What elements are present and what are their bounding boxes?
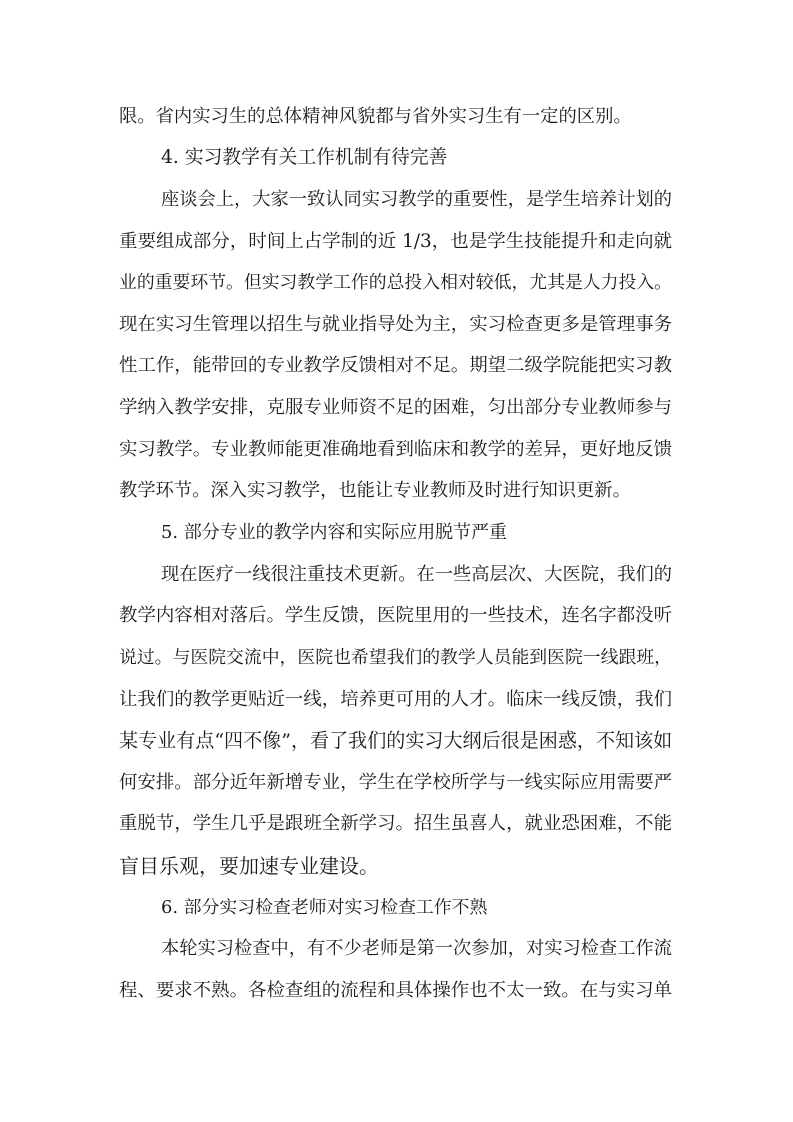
paragraph-line [0, 222, 793, 262]
line-text: 重要组成部分，时间上占学制的近 1/3，也是学生技能提升和走向就 [119, 231, 672, 252]
line-text: 学纳入教学安排，克服专业师资不足的困难，匀出部分专业教师参与 [119, 397, 672, 418]
paragraph-line [0, 804, 793, 844]
paragraph-line [0, 430, 793, 470]
paragraph-line [0, 638, 793, 678]
line-text: 现在实习生管理以招生与就业指导处为主，实习检查更多是管理事务 [119, 314, 672, 335]
line-text: 性工作，能带回的专业教学反馈相对不足。期望二级学院能把实习教 [119, 355, 672, 376]
line-text: 程、要求不熟。各检查组的流程和具体操作也不太一致。在与实习单 [119, 980, 672, 1001]
paragraph-line [0, 471, 793, 511]
paragraph-line [0, 346, 793, 386]
section-heading-5 [0, 513, 793, 553]
paragraph-line [0, 846, 793, 886]
section-heading-6 [0, 888, 793, 928]
line-text: 教学环节。深入实习教学，也能让专业教师及时进行知识更新。 [119, 480, 631, 501]
paragraph-line [0, 971, 793, 1011]
paragraph-line [0, 555, 793, 595]
line-text: 教学内容相对落后。学生反馈，医院里用的一些技术，连名字都没听 [119, 605, 672, 626]
paragraph-line [0, 929, 793, 969]
heading-text: 4. 实习教学有关工作机制有待完善 [161, 147, 448, 168]
paragraph-line [0, 763, 793, 803]
paragraph-line [0, 180, 793, 220]
paragraph-line [0, 97, 793, 137]
line-text: 何安排。部分近年新增专业，学生在学校所学与一线实际应用需要严 [119, 772, 672, 793]
line-text: 座谈会上，大家一致认同实习教学的重要性，是学生培养计划的 [161, 189, 672, 210]
paragraph-line [0, 388, 793, 428]
line-text: 重脱节，学生几乎是跟班全新学习。招生虽喜人，就业恐困难，不能 [119, 813, 672, 834]
paragraph-line [0, 721, 793, 761]
line-text: 让我们的教学更贴近一线，培养更可用的人才。临床一线反馈，我们 [119, 689, 672, 710]
paragraph-line [0, 596, 793, 636]
heading-text: 6. 部分实习检查老师对实习检查工作不熟 [161, 897, 488, 918]
line-text: 本轮实习检查中，有不少老师是第一次参加，对实习检查工作流 [161, 938, 672, 959]
paragraph-line [0, 263, 793, 303]
line-text: 实习教学。专业教师能更准确地看到临床和教学的差异，更好地反馈 [119, 439, 672, 460]
line-text: 现在医疗一线很注重技术更新。在一些高层次、大医院，我们的 [161, 564, 672, 585]
line-text: 盲目乐观，要加速专业建设。 [119, 854, 379, 878]
line-text: 某专业有点“四不像”，看了我们的实习大纲后很是困惑，不知该如 [119, 730, 673, 752]
section-heading-4 [0, 138, 793, 178]
line-text: 业的重要环节。但实习教学工作的总投入相对较低，尤其是人力投入。 [119, 272, 672, 293]
paragraph-line [0, 305, 793, 345]
paragraph-line [0, 680, 793, 720]
line-text: 说过。与医院交流中，医院也希望我们的教学人员能到医院一线跟班， [119, 647, 672, 668]
line-text: 限。省内实习生的总体精神风貌都与省外实习生有一定的区别。 [119, 106, 632, 127]
heading-text: 5. 部分专业的教学内容和实际应用脱节严重 [161, 522, 507, 543]
